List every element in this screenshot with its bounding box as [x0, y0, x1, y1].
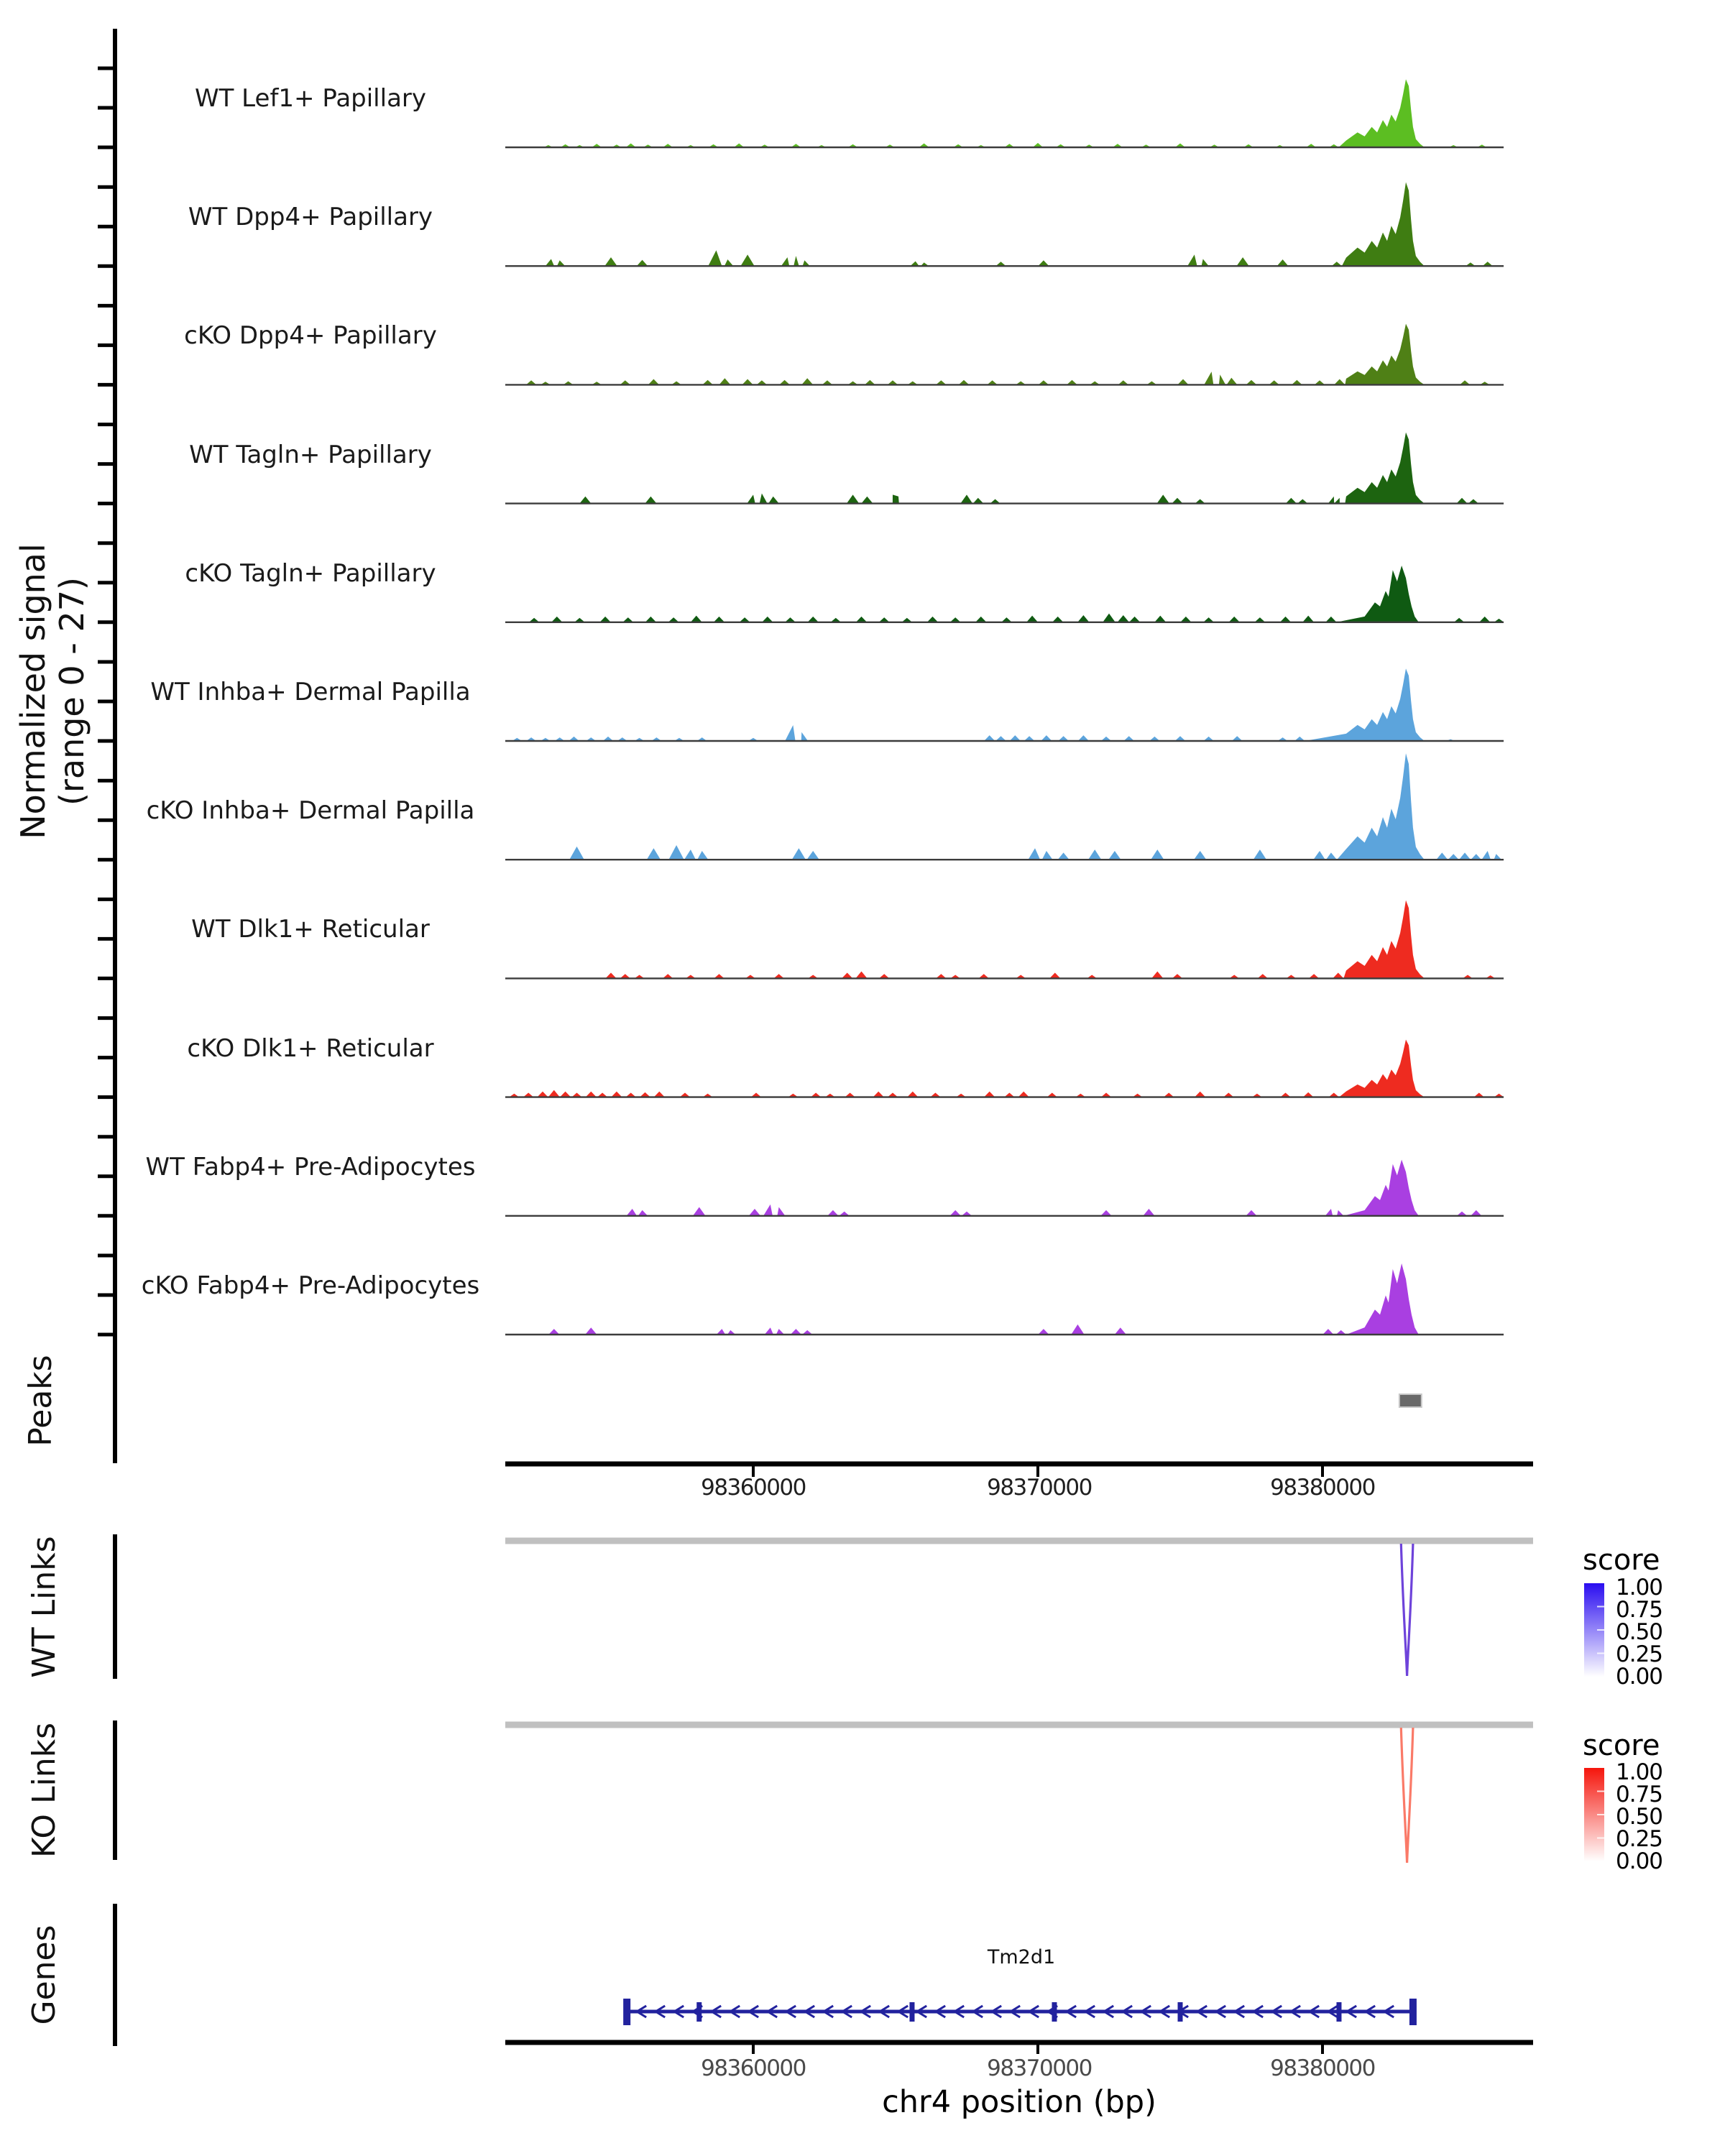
track-label-2: cKO Dpp4+ Papillary	[184, 321, 437, 351]
wt-link-arc	[1401, 1544, 1413, 1676]
ko-legend-label-0.00: 0.00	[1616, 1848, 1663, 1874]
signal-axis-title-line2: (range 0 - 27)	[52, 577, 92, 806]
gene-name-Tm2d1: Tm2d1	[987, 1946, 1056, 1968]
peaks-axis-tick-98380000: 98380000	[1270, 1475, 1375, 1501]
track-label-0: WT Lef1+ Papillary	[194, 84, 427, 113]
wt-legend-label-1.00: 1.00	[1616, 1575, 1663, 1600]
signal-area-track-6	[505, 753, 1504, 860]
signal-area-track-2	[505, 324, 1504, 385]
bottom-axis-tick-98360000: 98360000	[701, 2055, 806, 2081]
signal-axis-title-line1: Normalized signal	[14, 543, 52, 839]
gene-exon-mark	[1052, 2002, 1057, 2022]
track-label-4: cKO Tagln+ Papillary	[185, 558, 436, 588]
track-label-1: WT Dpp4+ Papillary	[188, 203, 433, 232]
ko-link-arc	[1401, 1728, 1413, 1863]
ko-score-legend-title: score	[1583, 1729, 1660, 1762]
wt-legend-label-0.50: 0.50	[1616, 1619, 1663, 1645]
track-label-10: cKO Fabp4+ Pre-Adipocytes	[141, 1271, 480, 1300]
gene-exon-mark	[909, 2002, 914, 2022]
section-label-ko-links: KO Links	[26, 1722, 63, 1858]
bottom-axis-tick-98380000: 98380000	[1270, 2055, 1375, 2081]
section-label-peaks: Peaks	[22, 1355, 59, 1447]
signal-area-track-1	[505, 183, 1504, 267]
track-label-5: WT Inhba+ Dermal Papilla	[150, 678, 471, 706]
signal-area-track-8	[505, 1040, 1504, 1097]
track-label-6: cKO Inhba+ Dermal Papilla	[146, 796, 475, 826]
signal-area-track-0	[505, 79, 1504, 147]
wt-legend-label-0.25: 0.25	[1616, 1641, 1663, 1667]
track-label-9: WT Fabp4+ Pre-Adipocytes	[145, 1152, 476, 1181]
gene-exon-mark	[696, 2002, 702, 2022]
section-label-genes: Genes	[26, 1925, 63, 2025]
track-label-8: cKO Dlk1+ Reticular	[187, 1033, 434, 1063]
wt-legend-label-0.75: 0.75	[1616, 1597, 1663, 1623]
track-label-7: WT Dlk1+ Reticular	[191, 915, 430, 944]
gene-end-cap-right	[1409, 1999, 1417, 2025]
x-axis-title: chr4 position (bp)	[882, 2084, 1156, 2120]
ko-legend-label-0.25: 0.25	[1616, 1826, 1663, 1852]
signal-area-track-7	[505, 900, 1504, 979]
ko-legend-label-1.00: 1.00	[1616, 1759, 1663, 1785]
bottom-axis-tick-98370000: 98370000	[987, 2055, 1092, 2081]
peaks-axis-tick-98360000: 98360000	[701, 1475, 806, 1501]
signal-area-track-4	[505, 566, 1504, 622]
signal-area-track-3	[505, 433, 1504, 504]
signal-area-track-9	[505, 1160, 1504, 1216]
peak-interval-box	[1399, 1394, 1422, 1407]
track-label-3: WT Tagln+ Papillary	[189, 440, 432, 469]
signal-area-track-5	[505, 668, 1504, 741]
peaks-axis-tick-98370000: 98370000	[987, 1475, 1092, 1501]
ko-legend-label-0.75: 0.75	[1616, 1782, 1663, 1807]
gene-end-cap-left	[623, 1999, 630, 2025]
section-label-wt-links: WT Links	[26, 1536, 63, 1678]
wt-legend-label-0.00: 0.00	[1616, 1664, 1663, 1690]
wt-score-legend-title: score	[1583, 1544, 1660, 1577]
signal-area-track-10	[505, 1263, 1504, 1335]
ko-legend-label-0.50: 0.50	[1616, 1804, 1663, 1830]
